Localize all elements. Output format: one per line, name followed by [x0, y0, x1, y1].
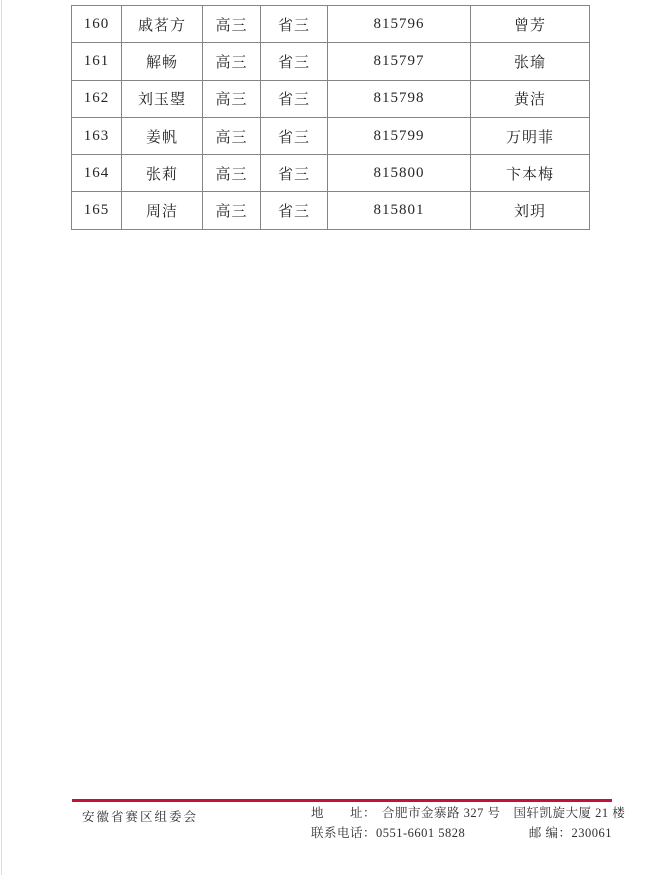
name-cell: 刘玉曌	[122, 80, 203, 117]
phone-label: 联系电话：	[311, 825, 377, 840]
name-cell: 姜帆	[122, 117, 203, 154]
number-cell: 815796	[328, 6, 471, 43]
seq-cell: 163	[72, 117, 122, 154]
grade-cell: 高三	[203, 43, 261, 80]
postal-value: 230061	[571, 825, 612, 840]
number-cell: 815801	[328, 192, 471, 229]
registration-table	[71, 5, 590, 230]
number-cell: 815798	[328, 80, 471, 117]
grade-cell: 高三	[203, 117, 261, 154]
number-cell: 815799	[328, 117, 471, 154]
contact-cell: 万明菲	[471, 117, 590, 154]
award-cell: 省三	[261, 6, 328, 43]
address-value: 合肥市金寨路 327 号 国轩凯旋大厦 21 楼	[382, 806, 626, 820]
page-edge-divider	[1, 0, 2, 875]
award-cell: 省三	[261, 80, 328, 117]
seq-cell: 161	[72, 43, 122, 80]
number-cell: 815797	[328, 43, 471, 80]
seq-cell: 165	[72, 192, 122, 229]
postal-label: 邮 编：	[528, 825, 572, 840]
table-row	[72, 155, 590, 192]
award-cell: 省三	[261, 155, 328, 192]
organizer-name: 安徽省赛区组委会	[82, 810, 199, 824]
grade-cell: 高三	[203, 192, 261, 229]
name-cell: 周洁	[122, 192, 203, 229]
table-row	[72, 80, 590, 117]
contact-cell: 曾芳	[471, 6, 590, 43]
award-cell: 省三	[261, 117, 328, 154]
name-cell: 戚茗方	[122, 6, 203, 43]
contact-cell: 卞本梅	[471, 155, 590, 192]
table-row	[72, 192, 590, 229]
address-line	[311, 804, 626, 824]
seq-cell: 164	[72, 155, 122, 192]
contact-cell: 黄洁	[471, 80, 590, 117]
number-cell: 815800	[328, 155, 471, 192]
award-cell: 省三	[261, 192, 328, 229]
grade-cell: 高三	[203, 155, 261, 192]
postal-group	[529, 824, 612, 844]
contact-cell: 刘玥	[471, 192, 590, 229]
table-row	[72, 117, 590, 154]
phone-value: 0551-6601 5828	[376, 825, 466, 840]
grade-cell: 高三	[203, 6, 261, 43]
phone-postal-line	[311, 824, 612, 844]
award-cell: 省三	[261, 43, 328, 80]
table-row	[72, 6, 590, 43]
contact-cell: 张瑜	[471, 43, 590, 80]
table-row	[72, 43, 590, 80]
seq-cell: 162	[72, 80, 122, 117]
roster-table-container	[71, 5, 590, 230]
grade-cell: 高三	[203, 80, 261, 117]
footer-rule	[72, 799, 612, 802]
name-cell: 张莉	[122, 155, 203, 192]
seq-cell: 160	[72, 6, 122, 43]
name-cell: 解畅	[122, 43, 203, 80]
footer-contact-block	[311, 804, 626, 843]
phone-group	[311, 824, 465, 844]
address-label: 地 址：	[311, 806, 377, 820]
